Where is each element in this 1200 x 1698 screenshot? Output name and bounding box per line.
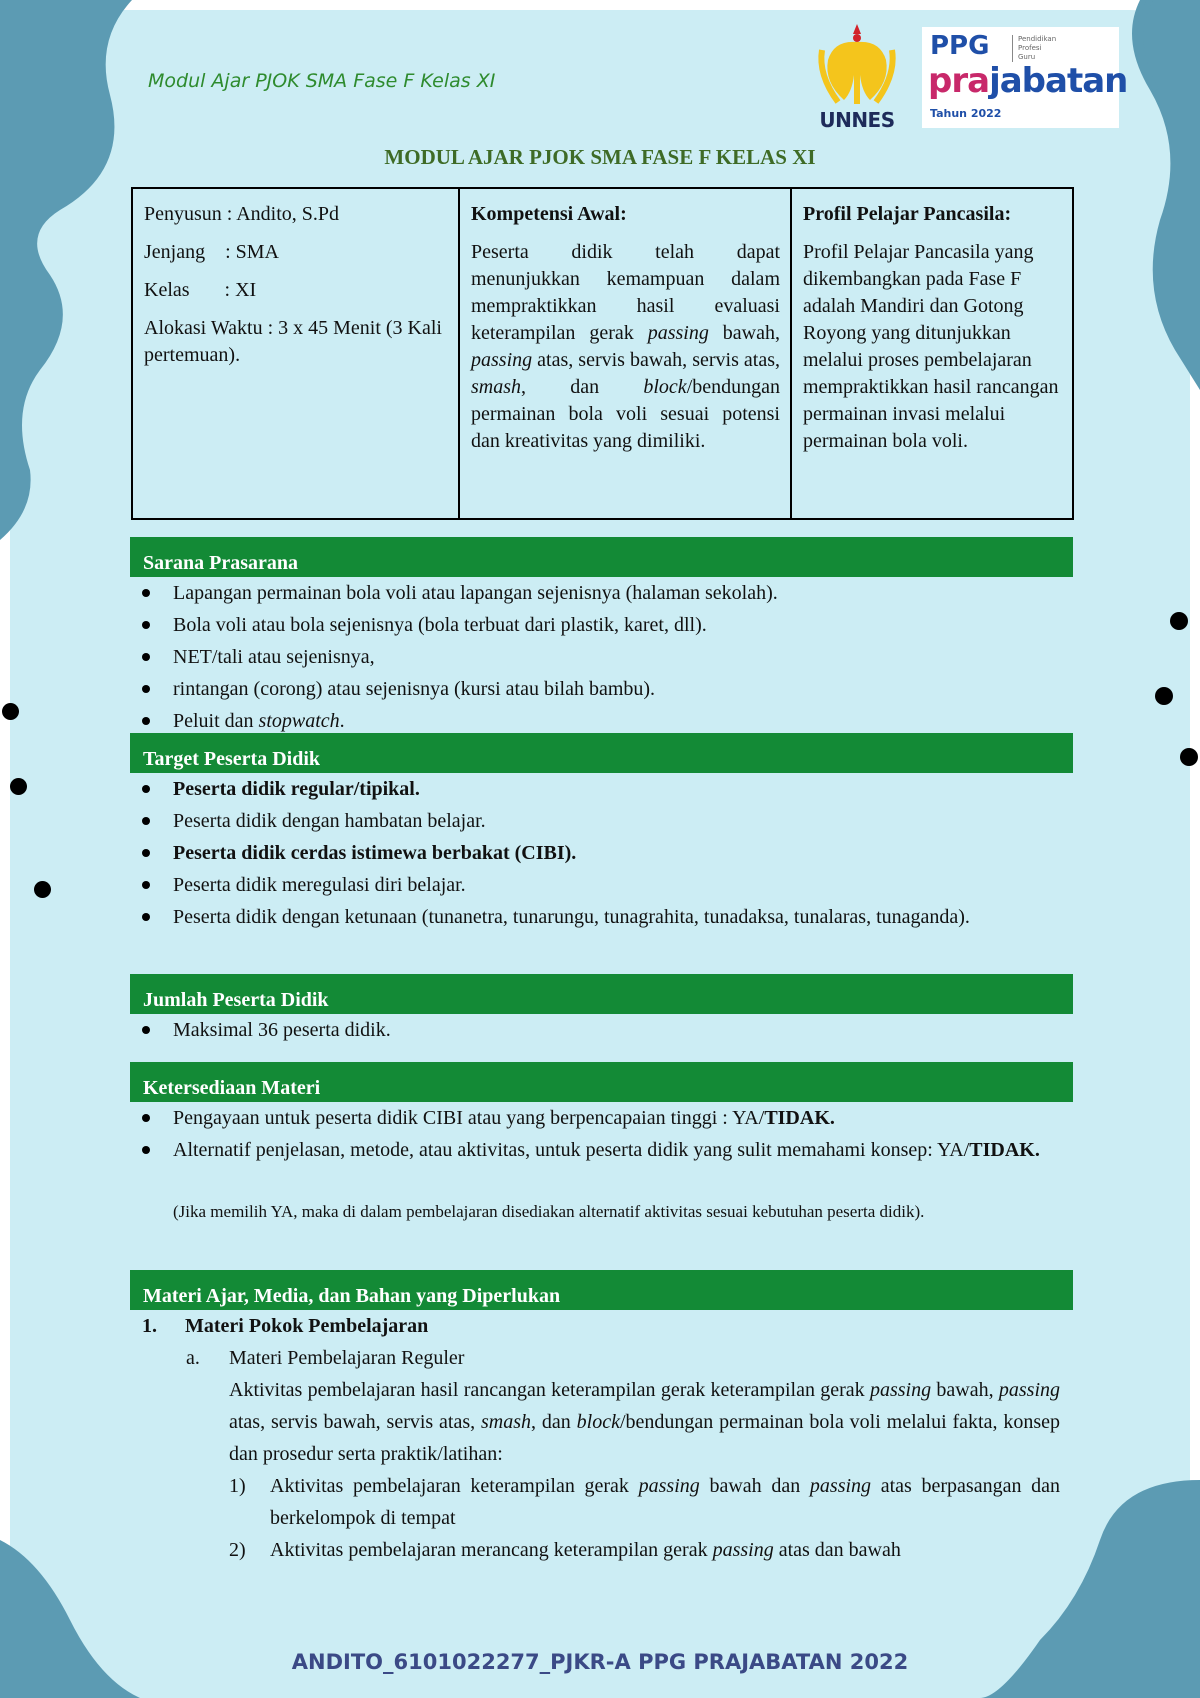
kompetensi-term: block bbox=[643, 376, 687, 398]
list-item-bold: TIDAK. bbox=[764, 1107, 835, 1129]
step-text bbox=[270, 1534, 901, 1566]
list-item: Peserta didik cerdas istimewa berbakat (CIBI). bbox=[130, 837, 1060, 869]
ppg-logo-main bbox=[928, 61, 1127, 101]
materi-item-number: 1. bbox=[142, 1315, 157, 1337]
list-item: rintangan (corong) atau sejenisnya (kursi atau bilah bambu). bbox=[130, 673, 1060, 705]
decor-dot bbox=[2, 703, 19, 720]
list-item-text: Alternatif penjelasan, metode, atau aktivitas, untuk peserta didik yang sulit memahami konsep: YA/ bbox=[173, 1139, 970, 1161]
step-text-part: Aktivitas pembelajaran keterampilan gerak bbox=[270, 1475, 639, 1497]
step-text-part: Aktivitas pembelajaran merancang keterampilan gerak bbox=[270, 1539, 713, 1561]
unnes-emblem-icon bbox=[814, 20, 900, 110]
materi-subitem-a bbox=[130, 1342, 1060, 1374]
paragraph-term: block bbox=[576, 1411, 620, 1433]
header-running-title: Modul Ajar PJOK SMA Fase F Kelas XI bbox=[148, 70, 496, 92]
decor-dot bbox=[1155, 687, 1173, 705]
kompetensi-text: atas, servis bawah, servis atas, bbox=[532, 349, 780, 371]
ppg-logo-top: PPG bbox=[930, 31, 990, 61]
decor-dot bbox=[1170, 612, 1188, 630]
materi-step-1 bbox=[130, 1470, 1060, 1534]
decor-dot bbox=[10, 778, 27, 795]
kompetensi-body bbox=[471, 239, 780, 455]
list-item: Lapangan permainan bola voli atau lapangan sejenisnya (halaman sekolah). bbox=[130, 577, 1060, 609]
target-list bbox=[130, 773, 1060, 933]
kompetensi-heading: Kompetensi Awal: bbox=[471, 203, 627, 225]
jumlah-list bbox=[130, 1014, 1060, 1046]
materi-step-2 bbox=[130, 1534, 1060, 1566]
step-text-part: atas dan bawah bbox=[773, 1539, 901, 1561]
section-heading-jumlah: Jumlah Peserta Didik bbox=[130, 974, 1073, 1014]
list-item: NET/tali atau sejenisnya, bbox=[130, 641, 1060, 673]
info-cell-kompetensi bbox=[460, 189, 792, 518]
list-item-text: Peluit dan bbox=[173, 710, 259, 732]
sarana-list bbox=[130, 577, 1060, 737]
unnes-logo bbox=[814, 20, 900, 136]
section-heading-ketersediaan: Ketersediaan Materi bbox=[130, 1062, 1073, 1102]
step-term: passing bbox=[712, 1539, 774, 1561]
paragraph-text: bawah, bbox=[931, 1379, 999, 1401]
step-text bbox=[270, 1470, 1060, 1534]
list-item-text: Pengayaan untuk peserta didik CIBI atau yang berpencapaian tinggi : YA/ bbox=[173, 1107, 765, 1129]
page-footer: ANDITO_6101022277_PJKR-A PPG PRAJABATAN 2022 bbox=[291, 1650, 909, 1674]
kelas-text: Kelas : XI bbox=[144, 279, 257, 301]
list-item: Peserta didik regular/tipikal. bbox=[130, 773, 1060, 805]
info-cell-profil bbox=[792, 189, 1072, 518]
list-item: Maksimal 36 peserta didik. bbox=[130, 1014, 1060, 1046]
ppg-logo-year: Tahun 2022 bbox=[930, 107, 1002, 120]
info-table bbox=[131, 187, 1074, 520]
materi-item-label: Materi Pokok Pembelajaran bbox=[185, 1315, 429, 1337]
list-item-bold: TIDAK. bbox=[969, 1139, 1040, 1161]
materi-paragraph bbox=[130, 1374, 1060, 1470]
ppg-prajabatan-logo bbox=[922, 27, 1128, 128]
kompetensi-term: passing bbox=[647, 322, 709, 344]
paragraph-text: /bendungan permainan bola voli melalui fakta, konsep dan prosedur serta praktik/latihan: bbox=[229, 1411, 1060, 1465]
ppg-logo-main-b: jabatan bbox=[989, 61, 1128, 101]
section-heading-target: Target Peserta Didik bbox=[130, 733, 1073, 773]
jenjang-text: Jenjang : SMA bbox=[144, 241, 279, 263]
paragraph-term: smash bbox=[481, 1411, 532, 1433]
list-item: Peserta didik dengan hambatan belajar. bbox=[130, 805, 1060, 837]
section-heading-materi: Materi Ajar, Media, dan Bahan yang Diperlukan bbox=[130, 1270, 1073, 1310]
step-text-part: bawah dan bbox=[699, 1475, 810, 1497]
decor-dot bbox=[1180, 748, 1198, 766]
kompetensi-text: /bendungan permainan bola voli sesuai potensi dan kreativitas yang dimiliki. bbox=[471, 376, 780, 452]
list-item: Bola voli atau bola sejenisnya (bola terbuat dari plastik, karet, dll). bbox=[130, 609, 1060, 641]
ketersediaan-list bbox=[130, 1102, 1060, 1166]
step-number: 2) bbox=[229, 1539, 246, 1561]
list-item-term: stopwatch bbox=[258, 710, 340, 732]
materi-content bbox=[130, 1310, 1060, 1566]
document-title: MODUL AJAR PJOK SMA FASE F KELAS XI bbox=[384, 145, 816, 169]
paragraph-text: atas, servis bawah, servis atas, bbox=[229, 1411, 482, 1433]
unnes-logo-text: UNNES bbox=[819, 108, 895, 132]
list-item: Peserta didik dengan ketunaan (tunanetra, tunarungu, tunagrahita, tunadaksa, tunalaras, tunaganda). bbox=[130, 901, 1060, 933]
info-cell-identity bbox=[133, 189, 460, 518]
step-term: passing bbox=[809, 1475, 872, 1497]
kompetensi-text: , dan bbox=[521, 376, 644, 398]
kompetensi-term: passing bbox=[471, 349, 533, 371]
paragraph-text: Aktivitas pembelajaran hasil rancangan keterampilan gerak keterampilan gerak bbox=[229, 1379, 870, 1401]
materi-subitem-letter: a. bbox=[186, 1347, 200, 1369]
ppg-logo-sub: Pendidikan Profesi Guru bbox=[1012, 35, 1058, 62]
materi-item-1 bbox=[130, 1310, 1060, 1342]
materi-subitem-label: Materi Pembelajaran Reguler bbox=[229, 1347, 465, 1369]
step-text-part: atas berpasangan dan berkelompok di tempat bbox=[270, 1475, 1061, 1529]
paragraph-text: , dan bbox=[531, 1411, 577, 1433]
step-term: passing bbox=[638, 1475, 700, 1497]
list-item bbox=[130, 1134, 1060, 1166]
alokasi-text: Alokasi Waktu : 3 x 45 Menit (3 Kali pertemuan). bbox=[144, 317, 442, 366]
profil-body: Profil Pelajar Pancasila yang dikembangkan pada Fase F adalah Mandiri dan Gotong Royong yang ditunjukkan melalui proses pembelajaran mempraktikkan hasil rancangan permainan invasi melalui permainan bola voli. bbox=[803, 241, 1059, 452]
ketersediaan-note: (Jika memilih YA, maka di dalam pembelajaran disediakan alternatif aktivitas sesuai kebutuhan peserta didik). bbox=[173, 1202, 925, 1221]
step-number: 1) bbox=[229, 1475, 246, 1497]
kompetensi-text: Peserta didik telah dapat menunjukkan kemampuan dalam mempraktikkan hasil evaluasi keterampilan gerak bbox=[471, 241, 780, 344]
profil-heading: Profil Pelajar Pancasila: bbox=[803, 203, 1012, 225]
decor-dot bbox=[34, 881, 51, 898]
list-item bbox=[130, 1102, 1060, 1134]
list-item-text: . bbox=[339, 710, 345, 732]
paragraph-term: passing bbox=[869, 1379, 932, 1401]
paragraph-term: passing bbox=[998, 1379, 1061, 1401]
list-item: Peserta didik meregulasi diri belajar. bbox=[130, 869, 1060, 901]
kompetensi-text: bawah, bbox=[708, 322, 780, 344]
ppg-logo-main-a: pra bbox=[928, 61, 990, 101]
kompetensi-term: smash bbox=[471, 376, 522, 398]
penyusun-text: Penyusun : Andito, S.Pd bbox=[144, 203, 340, 225]
section-heading-sarana: Sarana Prasarana bbox=[130, 537, 1073, 577]
